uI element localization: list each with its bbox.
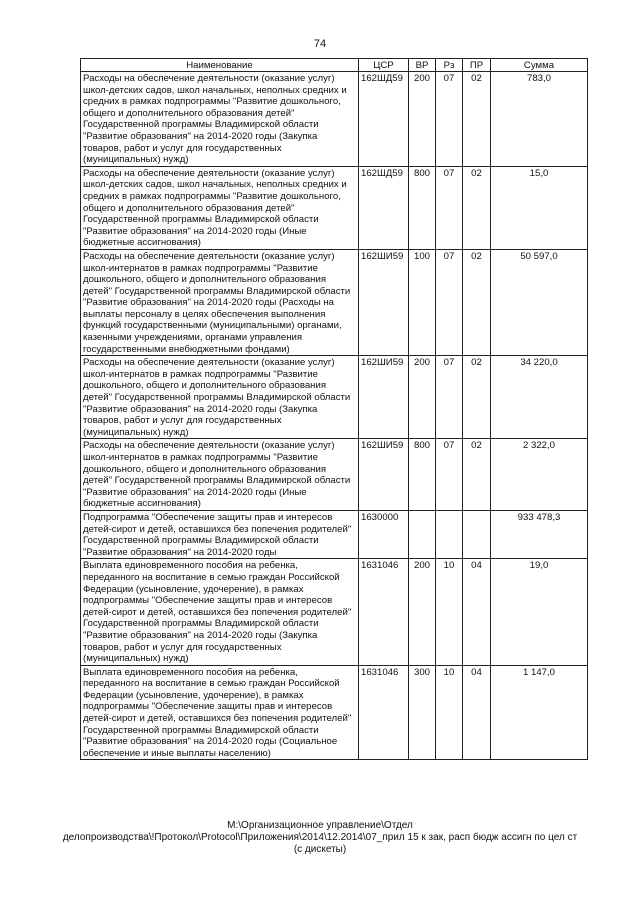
footer-line-1: M:\Организационное управление\Отдел — [227, 820, 413, 831]
header-sum: Сумма — [491, 59, 588, 72]
table-row — [81, 439, 588, 511]
row-sum: 50 597,0 — [491, 249, 588, 355]
row-csr: 1631046 — [359, 665, 409, 760]
table-row — [81, 249, 588, 355]
row-rz — [436, 510, 463, 558]
row-rz: 07 — [436, 439, 463, 511]
row-vr: 100 — [409, 249, 436, 355]
header-name: Наименование — [81, 59, 359, 72]
table-row — [81, 72, 588, 167]
row-pr: 02 — [463, 356, 491, 439]
file-path-footer — [40, 820, 600, 856]
row-vr: 800 — [409, 166, 436, 249]
row-sum: 783,0 — [491, 72, 588, 167]
row-sum: 34 220,0 — [491, 356, 588, 439]
table-row — [81, 356, 588, 439]
row-name: Расходы на обеспечение деятельности (оказание услуг) школ-детских садов, школ начальных, неполных средних и средних в рамках подпрограммы "Развитие дошкольного, общего и дополнительного образования детей" Государственной программы Владимирской области "Развитие образования" на 2014-2020 годы (Закупка товаров, работ и услуг для государственных (муниципальных) нужд) — [81, 72, 359, 167]
row-rz: 07 — [436, 249, 463, 355]
row-vr: 200 — [409, 356, 436, 439]
budget-table — [80, 58, 588, 760]
row-sum: 19,0 — [491, 559, 588, 665]
row-pr: 02 — [463, 166, 491, 249]
row-name: Расходы на обеспечение деятельности (оказание услуг) школ-интернатов в рамках подпрограммы "Развитие дошкольного, общего и дополнительного образования детей" Государственной программы Владимирской области "Развитие образования" на 2014-2020 годы (Закупка товаров, работ и услуг для государственных (муниципальных) нужд) — [81, 356, 359, 439]
row-pr: 04 — [463, 559, 491, 665]
row-rz: 07 — [436, 72, 463, 167]
row-csr: 162ШД59 — [359, 166, 409, 249]
table-row — [81, 559, 588, 665]
row-rz: 10 — [436, 559, 463, 665]
row-vr: 200 — [409, 559, 436, 665]
page-number: 74 — [313, 38, 327, 50]
row-csr: 1630000 — [359, 510, 409, 558]
row-csr: 162ШД59 — [359, 72, 409, 167]
row-pr — [463, 510, 491, 558]
row-sum: 15,0 — [491, 166, 588, 249]
row-rz: 07 — [436, 356, 463, 439]
row-vr: 200 — [409, 72, 436, 167]
row-pr: 02 — [463, 439, 491, 511]
row-pr: 04 — [463, 665, 491, 760]
row-name: Подпрограмма "Обеспечение защиты прав и интересов детей-сирот и детей, оставшихся без попечения родителей" Государственной программы Владимирской области "Развитие образования" на 2014-2020 годы — [81, 510, 359, 558]
row-name: Выплата единовременного пособия на ребенка, переданного на воспитание в семью граждан Российской Федерации (усыновление, удочерение), в рамках подпрограммы "Обеспечение защиты прав и интересов детей-сирот и детей, оставшихся без попечения родителей" Государственной программы Владимирской области "Развитие образования" на 2014-2020 годы (Закупка товаров, работ и услуг для государственных (муниципальных) нужд) — [81, 559, 359, 665]
row-name: Расходы на обеспечение деятельности (оказание услуг) школ-интернатов в рамках подпрограммы "Развитие дошкольного, общего и дополнительного образования детей" Государственной программы Владимирской области "Развитие образования" на 2014-2020 годы (Расходы на выплаты персоналу в целях обеспечения выполнения функций государственными (муниципальными) органами, казенными учреждениями, органами управления государственными внебюджетными фондами) — [81, 249, 359, 355]
header-pr: ПР — [463, 59, 491, 72]
row-sum: 1 147,0 — [491, 665, 588, 760]
row-sum: 2 322,0 — [491, 439, 588, 511]
row-name: Расходы на обеспечение деятельности (оказание услуг) школ-интернатов в рамках подпрограммы "Развитие дошкольного, общего и дополнительного образования детей" Государственной программы Владимирской области "Развитие образования" на 2014-2020 годы (Иные бюджетные ассигнования) — [81, 439, 359, 511]
row-rz: 10 — [436, 665, 463, 760]
row-vr: 300 — [409, 665, 436, 760]
header-csr: ЦСР — [359, 59, 409, 72]
row-csr: 162ШИ59 — [359, 439, 409, 511]
row-vr: 800 — [409, 439, 436, 511]
header-rz: Рз — [436, 59, 463, 72]
table-row — [81, 166, 588, 249]
footer-line-2: делопроизводства\!Протокол\Protocol\Приложения\2014\12.2014\07_прил 15 к зак, расп бюдж ассигн по цел ст — [62, 832, 578, 843]
header-vr: ВР — [409, 59, 436, 72]
table-row — [81, 665, 588, 760]
row-rz: 07 — [436, 166, 463, 249]
footer-line-3: (с дискеты) — [293, 844, 347, 855]
row-sum: 933 478,3 — [491, 510, 588, 558]
row-pr: 02 — [463, 72, 491, 167]
row-csr: 162ШИ59 — [359, 356, 409, 439]
row-name: Расходы на обеспечение деятельности (оказание услуг) школ-детских садов, школ начальных, неполных средних и средних в рамках подпрограммы "Развитие дошкольного, общего и дополнительного образования детей" Государственной программы Владимирской области "Развитие образования" на 2014-2020 годы (Иные бюджетные ассигнования) — [81, 166, 359, 249]
row-vr — [409, 510, 436, 558]
row-name: Выплата единовременного пособия на ребенка, переданного на воспитание в семью граждан Российской Федерации (усыновление, удочерение), в рамках подпрограммы "Обеспечение защиты прав и интересов детей-сирот и детей, оставшихся без попечения родителей" Государственной программы Владимирской области "Развитие образования" на 2014-2020 годы (Социальное обеспечение и иные выплаты населению) — [81, 665, 359, 760]
row-pr: 02 — [463, 249, 491, 355]
table-row — [81, 510, 588, 558]
table-header-row — [81, 59, 588, 72]
row-csr: 1631046 — [359, 559, 409, 665]
row-csr: 162ШИ59 — [359, 249, 409, 355]
